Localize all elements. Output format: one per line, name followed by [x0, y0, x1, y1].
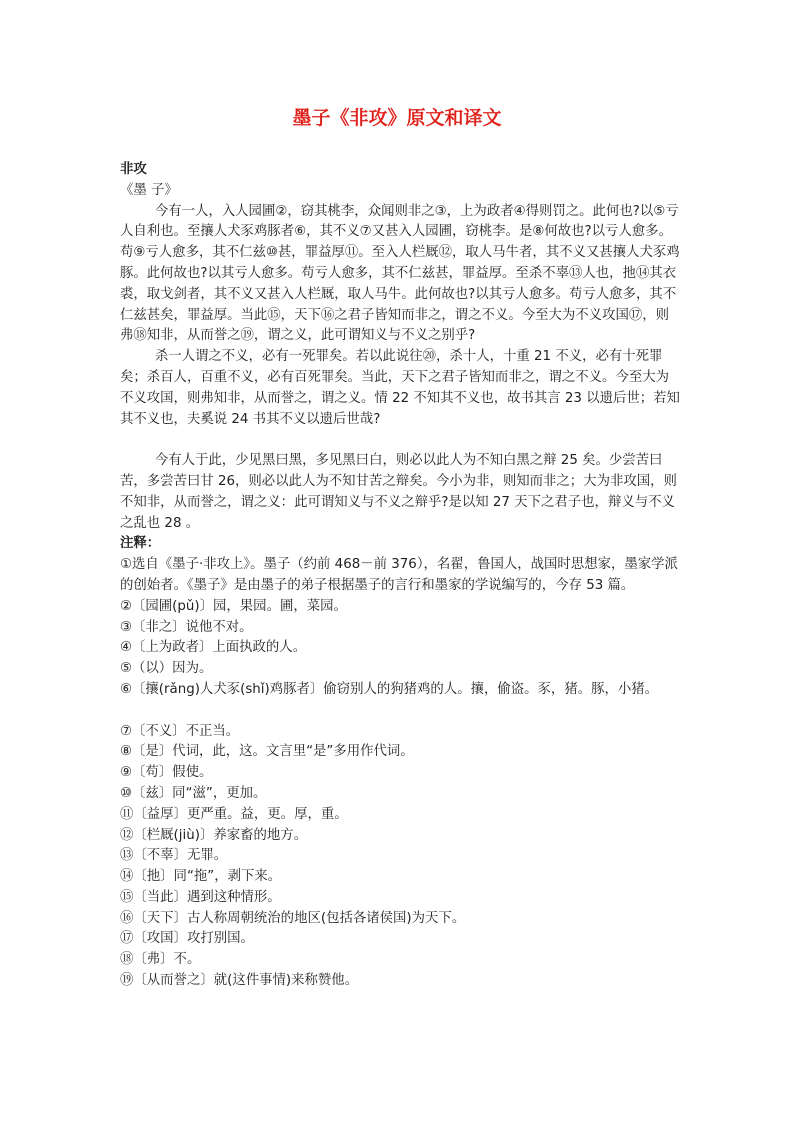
author-line: 《墨 子》: [120, 182, 178, 198]
note-item: ⑥〔攘(rǎng)人犬豕(shǐ)鸡豚者〕偷窃别人的狗猪鸡的人。攘，偷盗。豕，猪。豚，小猪。: [120, 681, 659, 697]
note-item: ⑧〔是〕代词，此，这。文言里“是”多用作代词。: [120, 744, 414, 760]
paragraph-2: 杀一人谓之不义，必有一死罪矣。若以此说往⑳，杀十人，十重 21 不义，必有十死罪矣；杀百人，百重不义，必有百死罪矣。当此，天下之君子皆知而非之，谓之不义。今至大为不义攻国，则弗知非，从而誉之，谓之义。情 22 不知其不义也，故书其言 23 以遗后世；若知其不义也，夫奚说 24 书其不义以遗后世哉?: [120, 349, 680, 427]
paragraph-1: 今有一人，入人园圃②，窃其桃李，众闻则非之③，上为政者④得则罚之。此何也?以⑤亏人自利也。至攘人犬豕鸡豚者⑥，其不义⑦又甚入人园圃，窃桃李。是⑧何故也?以亏人愈多。苟⑨亏人愈多，其不仁兹⑩甚，罪益厚⑪。至入人栏厩⑫，取人马牛者，其不义又甚攘人犬豕鸡豚。此何故也?以其亏人愈多。苟亏人愈多，其不仁兹甚，罪益厚。至杀不辜⑬人也，扡⑭其衣裘，取戈剑者，其不义又甚入人栏厩，取人马牛。此何故也?以其亏人愈多。苟亏人愈多，其不仁兹甚矣，罪益厚。当此⑮，天下⑯之君子皆知而非之，谓之不义。今至大为不义攻国⑰，则弗⑱知非，从而誉之⑲，谓之义，此可谓知义与不义之别乎?: [120, 203, 680, 344]
spacer: [120, 430, 680, 451]
note-item: ⑩〔兹〕同“滋”，更加。: [120, 785, 267, 801]
spacer: [120, 701, 680, 722]
section-heading: 非攻: [120, 162, 147, 177]
note-item: ③〔非之〕说他不对。: [120, 619, 253, 635]
note-item: ④〔上为政者〕上面执政的人。: [120, 640, 307, 656]
note-item: ⑫〔栏厩(jiù)〕养家畜的地方。: [120, 827, 308, 843]
note-item: ⑮〔当此〕遇到这种情形。: [120, 889, 281, 905]
note-item: ⑬〔不辜〕无罪。: [120, 848, 228, 864]
note-item: ⑱〔弗〕不。: [120, 952, 201, 968]
note-item: ⑲〔从而誉之〕就(这件事情)来称赞他。: [120, 973, 359, 989]
notes-heading: 注释：: [120, 536, 161, 552]
note-item: ②〔园圃(pǔ)〕园，果园。圃，菜园。: [120, 598, 347, 614]
document-title: 墨子《非攻》原文和译文: [292, 107, 502, 129]
note-item: ⑰〔攻国〕攻打别国。: [120, 931, 254, 947]
note-item: ⑭〔扡〕同“拖”，剥下来。: [120, 869, 282, 885]
note-item: ⑨〔苟〕假使。: [120, 765, 213, 781]
note-item: ⑦〔不义〕不正当。: [120, 723, 240, 739]
note-item: ⑤（以）因为。: [120, 661, 213, 677]
paragraph-3: 今有人于此，少见黑曰黑，多见黑曰白，则必以此人为不知白黑之辩 25 矣。少尝苦曰苦，多尝苦曰甘 26，则必以此人为不知甘苦之辩矣。今小为非，则知而非之；大为非攻国，则不知非，从而誉之，谓之义：此可谓知义与不义之辩乎?是以知 27 天下之君子也，辩义与不义之乱也 28 。: [120, 453, 677, 531]
note-1: ①选自《墨子·非攻上》。墨子（约前 468－前 376），名翟，鲁国人，战国时思想家，墨家学派的创始者。《墨子》是由墨子的弟子根据墨子的言行和墨家的学说编写的，今存 53 篇。: [120, 557, 678, 593]
document-body: [120, 160, 680, 992]
note-item: ⑯〔天下〕古人称周朝统治的地区(包括各诸侯国)为天下。: [120, 910, 466, 926]
note-item: ⑪〔益厚〕更严重。益，更。厚，重。: [120, 806, 348, 822]
